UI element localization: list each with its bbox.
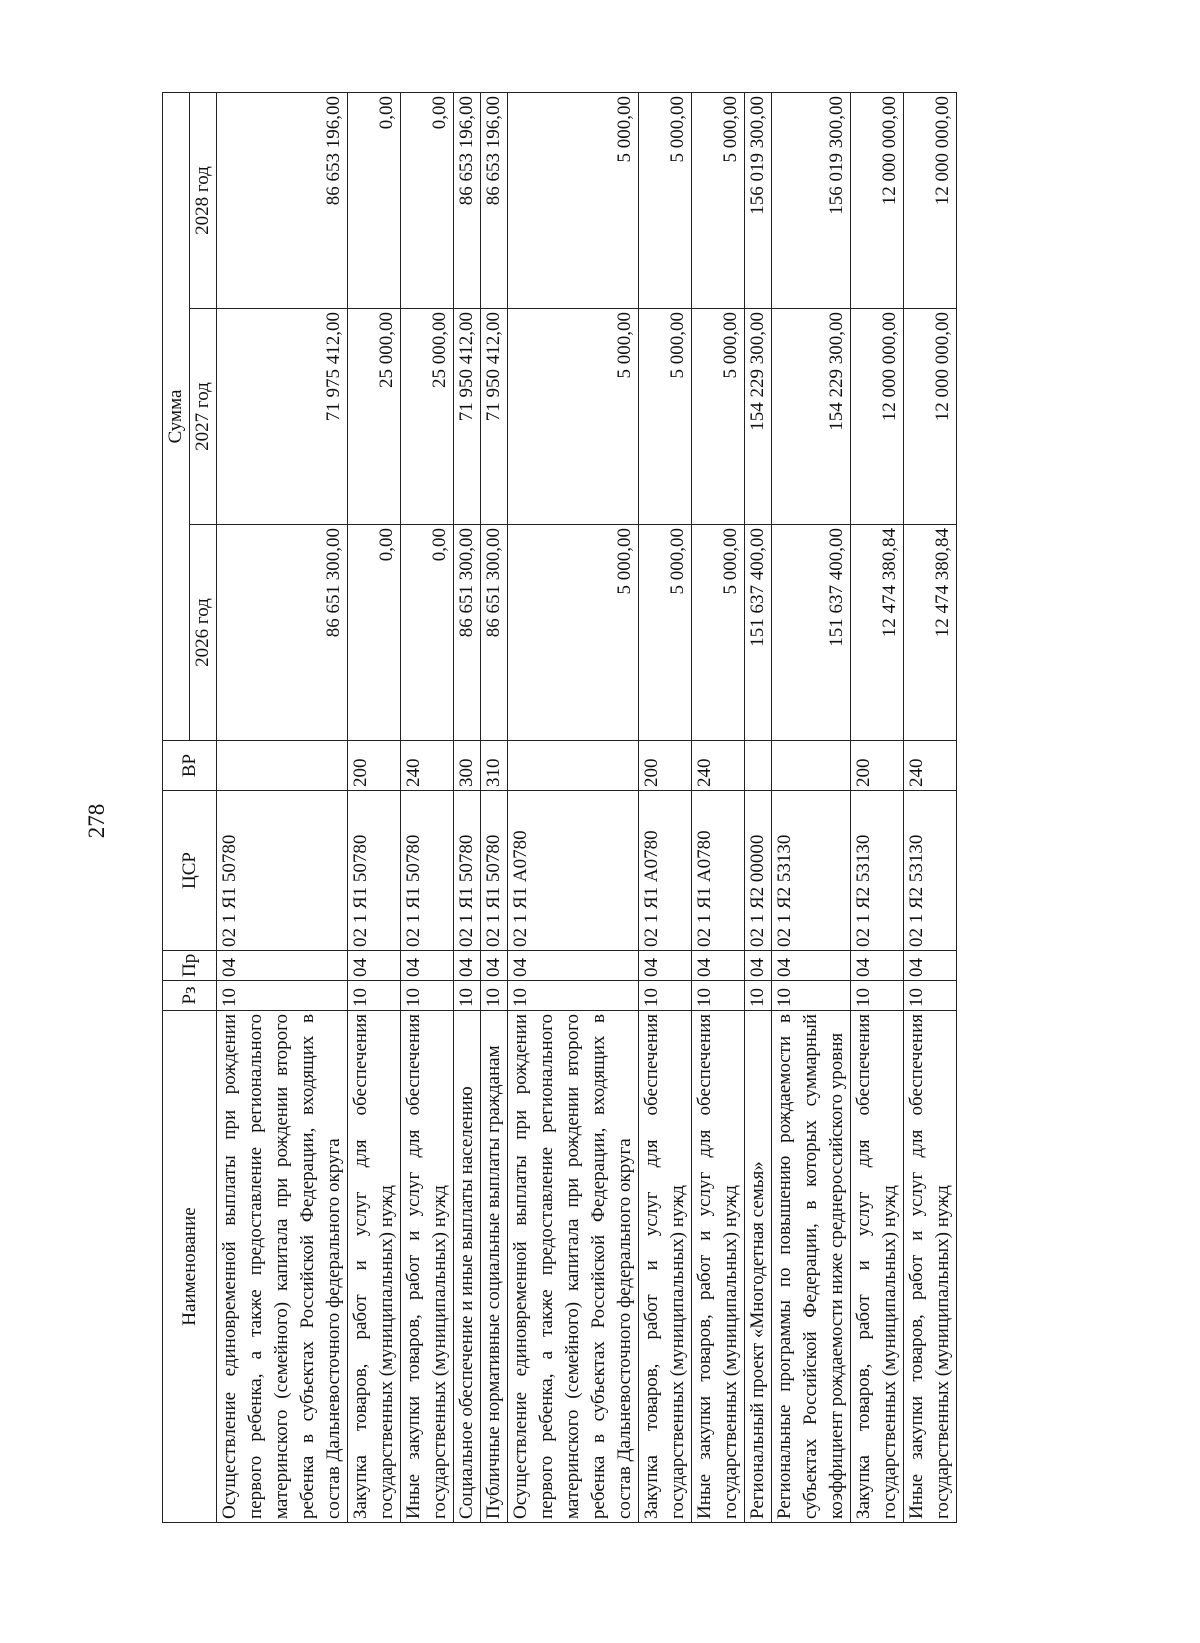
cell-vr [217, 741, 348, 791]
cell-2026: 0,00 [348, 525, 401, 741]
cell-vr: 240 [692, 741, 745, 791]
cell-name: Социальное обеспечение и иные выплаты населению [454, 1011, 481, 1523]
cell-2027: 12 000 000,00 [904, 309, 957, 525]
cell-rz: 10 [401, 981, 454, 1011]
cell-2028: 86 653 196,00 [217, 92, 348, 308]
cell-2027: 25 000,00 [401, 309, 454, 525]
cell-2026: 12 474 380,84 [851, 525, 904, 741]
cell-csr: 02 1 Я1 А0780 [508, 791, 639, 951]
cell-name: Публичные нормативные социальные выплаты гражданам [481, 1011, 508, 1523]
budget-table-rotated [162, 93, 1094, 1523]
header-row-1 [163, 92, 190, 1522]
cell-2028: 86 653 196,00 [454, 92, 481, 308]
table-row [772, 92, 851, 1522]
cell-rz: 10 [904, 981, 957, 1011]
cell-2027: 71 950 412,00 [481, 309, 508, 525]
table-row [508, 92, 639, 1522]
cell-csr: 02 1 Я2 53130 [851, 791, 904, 951]
cell-pr: 04 [904, 951, 957, 981]
cell-name: Закупка товаров, работ и услуг для обеспечения государственных (муниципальных) нужд [639, 1011, 692, 1523]
cell-pr: 04 [745, 951, 772, 981]
cell-2027: 5 000,00 [692, 309, 745, 525]
cell-2028: 156 019 300,00 [772, 92, 851, 308]
header-sum: Сумма [163, 92, 190, 740]
cell-vr [508, 741, 639, 791]
cell-rz: 10 [745, 981, 772, 1011]
cell-2028: 0,00 [401, 92, 454, 308]
cell-2028: 156 019 300,00 [745, 92, 772, 308]
table-row [851, 92, 904, 1522]
cell-name: Закупка товаров, работ и услуг для обеспечения государственных (муниципальных) нужд [348, 1011, 401, 1523]
cell-pr: 04 [508, 951, 639, 981]
cell-2027: 25 000,00 [348, 309, 401, 525]
cell-vr: 240 [904, 741, 957, 791]
cell-vr: 200 [348, 741, 401, 791]
cell-vr [745, 741, 772, 791]
cell-2027: 12 000 000,00 [851, 309, 904, 525]
cell-2026: 5 000,00 [692, 525, 745, 741]
header-year-2026: 2026 год [190, 525, 217, 741]
cell-pr: 04 [481, 951, 508, 981]
cell-name: Иные закупки товаров, работ и услуг для обеспечения государственных (муниципальных) нужд [401, 1011, 454, 1523]
header-vr: ВР [163, 741, 217, 791]
cell-csr: 02 1 Я1 50780 [217, 791, 348, 951]
cell-pr: 04 [639, 951, 692, 981]
table-body [217, 92, 957, 1522]
cell-rz: 10 [639, 981, 692, 1011]
cell-2027: 154 229 300,00 [772, 309, 851, 525]
table-row [692, 92, 745, 1522]
cell-csr: 02 1 Я2 53130 [772, 791, 851, 951]
cell-2028: 12 000 000,00 [904, 92, 957, 308]
cell-2028: 12 000 000,00 [851, 92, 904, 308]
cell-2028: 5 000,00 [508, 92, 639, 308]
cell-2027: 154 229 300,00 [745, 309, 772, 525]
cell-pr: 04 [401, 951, 454, 981]
cell-vr: 200 [639, 741, 692, 791]
cell-name: Региональный проект «Многодетная семья» [745, 1011, 772, 1523]
cell-pr: 04 [772, 951, 851, 981]
table-row [217, 92, 348, 1522]
table-row [481, 92, 508, 1522]
table-row [348, 92, 401, 1522]
cell-rz: 10 [454, 981, 481, 1011]
table-row [454, 92, 481, 1522]
cell-rz: 10 [348, 981, 401, 1011]
cell-2026: 151 637 400,00 [772, 525, 851, 741]
cell-name: Иные закупки товаров, работ и услуг для обеспечения государственных (муниципальных) нужд [692, 1011, 745, 1523]
cell-2026: 86 651 300,00 [217, 525, 348, 741]
cell-2026: 0,00 [401, 525, 454, 741]
budget-table [162, 92, 957, 1523]
header-pr: Пр [163, 951, 217, 981]
header-csr: ЦСР [163, 791, 217, 951]
cell-2027: 71 975 412,00 [217, 309, 348, 525]
cell-rz: 10 [772, 981, 851, 1011]
cell-2026: 12 474 380,84 [904, 525, 957, 741]
cell-2028: 5 000,00 [692, 92, 745, 308]
cell-2027: 5 000,00 [639, 309, 692, 525]
cell-pr: 04 [348, 951, 401, 981]
cell-2026: 5 000,00 [639, 525, 692, 741]
cell-2026: 5 000,00 [508, 525, 639, 741]
cell-csr: 02 1 Я1 А0780 [692, 791, 745, 951]
table-row [904, 92, 957, 1522]
header-year-2028: 2028 год [190, 92, 217, 308]
cell-name: Закупка товаров, работ и услуг для обеспечения государственных (муниципальных) нужд [851, 1011, 904, 1523]
header-name: Наименование [163, 1011, 217, 1523]
cell-2028: 86 653 196,00 [481, 92, 508, 308]
cell-rz: 10 [217, 981, 348, 1011]
cell-2026: 86 651 300,00 [454, 525, 481, 741]
cell-csr: 02 1 Я2 53130 [904, 791, 957, 951]
cell-2026: 86 651 300,00 [481, 525, 508, 741]
header-rz: Рз [163, 981, 217, 1011]
cell-rz: 10 [692, 981, 745, 1011]
cell-csr: 02 1 Я1 50780 [348, 791, 401, 951]
cell-rz: 10 [851, 981, 904, 1011]
cell-2028: 0,00 [348, 92, 401, 308]
cell-pr: 04 [692, 951, 745, 981]
page-number: 278 [84, 803, 109, 839]
cell-name: Осуществление единовременной выплаты при рождении первого ребенка, а также предоставление регионального материнского (семейного) капитала при рождении второго ребенка в субъектах Российской Федерации, входящих в состав Дальневосточного федерального округа [508, 1011, 639, 1523]
cell-rz: 10 [481, 981, 508, 1011]
cell-csr: 02 1 Я1 50780 [481, 791, 508, 951]
cell-vr: 310 [481, 741, 508, 791]
cell-pr: 04 [454, 951, 481, 981]
cell-name: Региональные программы по повышению рождаемости в субъектах Российской Федерации, в которых суммарный коэффициент рождаемости ниже среднероссийского уровня [772, 1011, 851, 1523]
cell-2027: 71 950 412,00 [454, 309, 481, 525]
cell-2026: 151 637 400,00 [745, 525, 772, 741]
header-year-2027: 2027 год [190, 309, 217, 525]
cell-rz: 10 [508, 981, 639, 1011]
cell-vr: 240 [401, 741, 454, 791]
cell-csr: 02 1 Я1 А0780 [639, 791, 692, 951]
cell-pr: 04 [851, 951, 904, 981]
cell-2028: 5 000,00 [639, 92, 692, 308]
cell-csr: 02 1 Я2 00000 [745, 791, 772, 951]
cell-pr: 04 [217, 951, 348, 981]
cell-name: Осуществление единовременной выплаты при рождении первого ребенка, а также предоставление регионального материнского (семейного) капитала при рождении второго ребенка в субъектах Российской Федерации, входящих в состав Дальневосточного федерального округа [217, 1011, 348, 1523]
table-row [401, 92, 454, 1522]
cell-vr: 300 [454, 741, 481, 791]
cell-vr: 200 [851, 741, 904, 791]
table-row [745, 92, 772, 1522]
cell-csr: 02 1 Я1 50780 [401, 791, 454, 951]
cell-csr: 02 1 Я1 50780 [454, 791, 481, 951]
cell-name: Иные закупки товаров, работ и услуг для обеспечения государственных (муниципальных) нужд [904, 1011, 957, 1523]
cell-vr [772, 741, 851, 791]
cell-2027: 5 000,00 [508, 309, 639, 525]
table-row [639, 92, 692, 1522]
